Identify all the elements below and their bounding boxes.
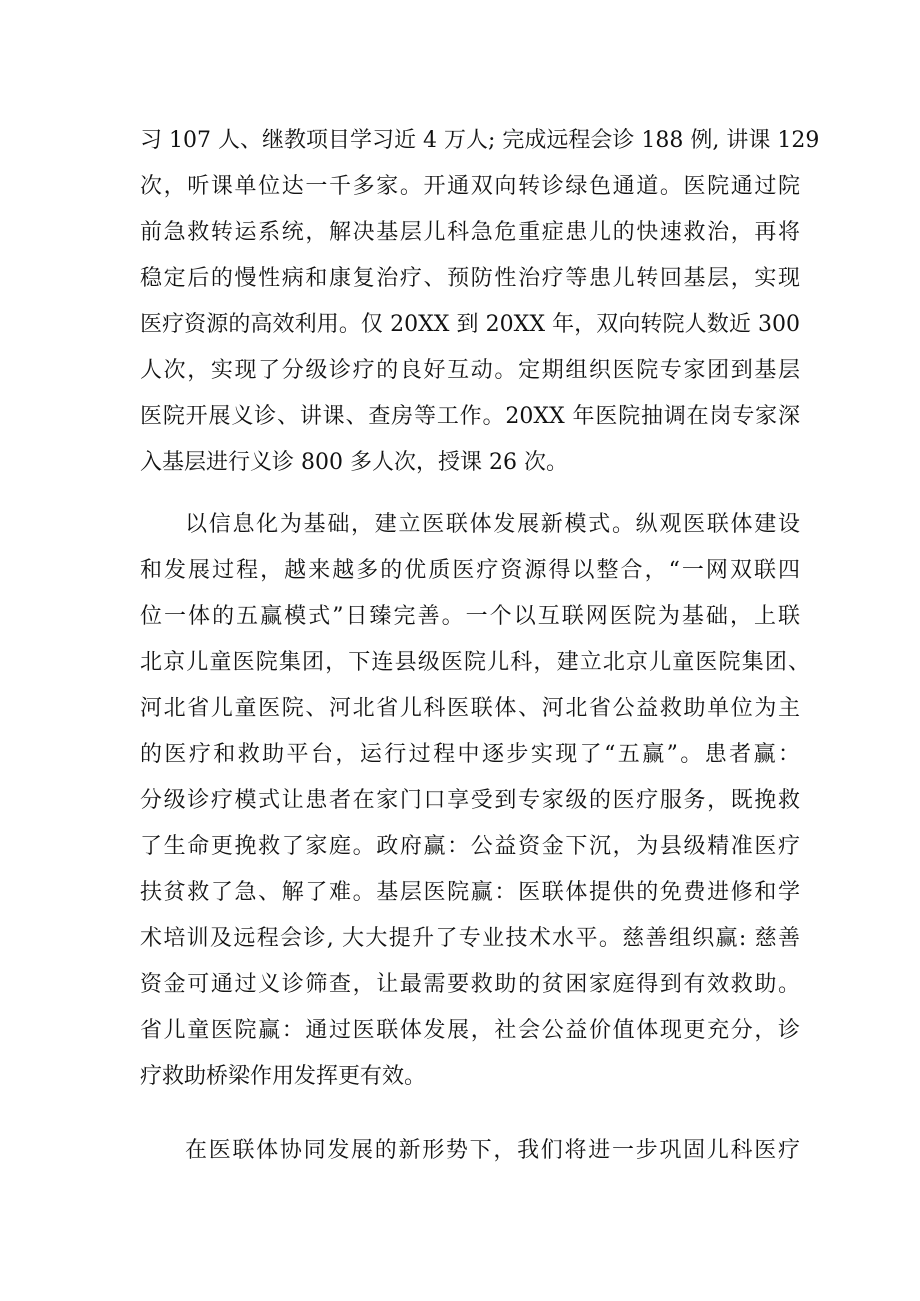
text-line: 和发展过程，越来越多的优质医疗资源得以整合，“一网双联四 <box>140 558 800 583</box>
text-line: 的医疗和救助平台，运行过程中逐步实现了“五赢”。患者赢： <box>140 742 800 767</box>
text-line: 分级诊疗模式让患者在家门口享受到专家级的医疗服务，既挽救 <box>140 788 800 813</box>
text-line: 前急救转运系统，解决基层儿科急危重症患儿的快速救治，再将 <box>140 220 800 245</box>
text-line: 习 107 人、继教项目学习近 4 万人; 完成远程会诊 188 例, 讲课 129 <box>140 128 820 153</box>
text-line: 扶贫救了急、解了难。基层医院赢：医联体提供的免费进修和学 <box>140 880 800 905</box>
paragraph-last-line: 疗救助桥梁作用发挥更有效。 <box>140 1064 427 1089</box>
text-line: 省儿童医院赢：通过医联体发展，社会公益价值体现更充分，诊 <box>140 1018 800 1043</box>
text-line: 医院开展义诊、讲课、查房等工作。20XX 年医院抽调在岗专家深 <box>140 404 800 429</box>
paragraph-first-line: 以信息化为基础，建立医联体发展新模式。纵观医联体建设 <box>185 512 800 537</box>
text-line: 了生命更挽救了家庭。政府赢：公益资金下沉，为县级精准医疗 <box>140 834 800 859</box>
paragraph-first-line: 在医联体协同发展的新形势下，我们将进一步巩固儿科医疗 <box>185 1138 800 1163</box>
text-line: 河北省儿童医院、河北省儿科医联体、河北省公益救助单位为主 <box>140 696 800 721</box>
text-line: 术培训及远程会诊, 大大提升了专业技术水平。慈善组织赢: 慈善 <box>140 926 800 951</box>
text-line: 次，听课单位达一千多家。开通双向转诊绿色通道。医院通过院 <box>140 174 800 199</box>
text-line: 位一体的五赢模式”日臻完善。一个以互联网医院为基础，上联 <box>140 604 800 629</box>
text-line: 人次，实现了分级诊疗的良好互动。定期组织医院专家团到基层 <box>140 358 800 383</box>
paragraph-last-line: 入基层进行义诊 800 多人次，授课 26 次。 <box>140 450 568 475</box>
text-line: 北京儿童医院集团，下连县级医院儿科，建立北京儿童医院集团、 <box>140 650 810 675</box>
text-line: 医疗资源的高效利用。仅 20XX 到 20XX 年，双向转院人数近 300 <box>140 312 800 337</box>
text-line: 资金可通过义诊筛查，让最需要救助的贫困家庭得到有效救助。 <box>140 972 800 997</box>
text-line: 稳定后的慢性病和康复治疗、预防性治疗等患儿转回基层，实现 <box>140 266 800 291</box>
